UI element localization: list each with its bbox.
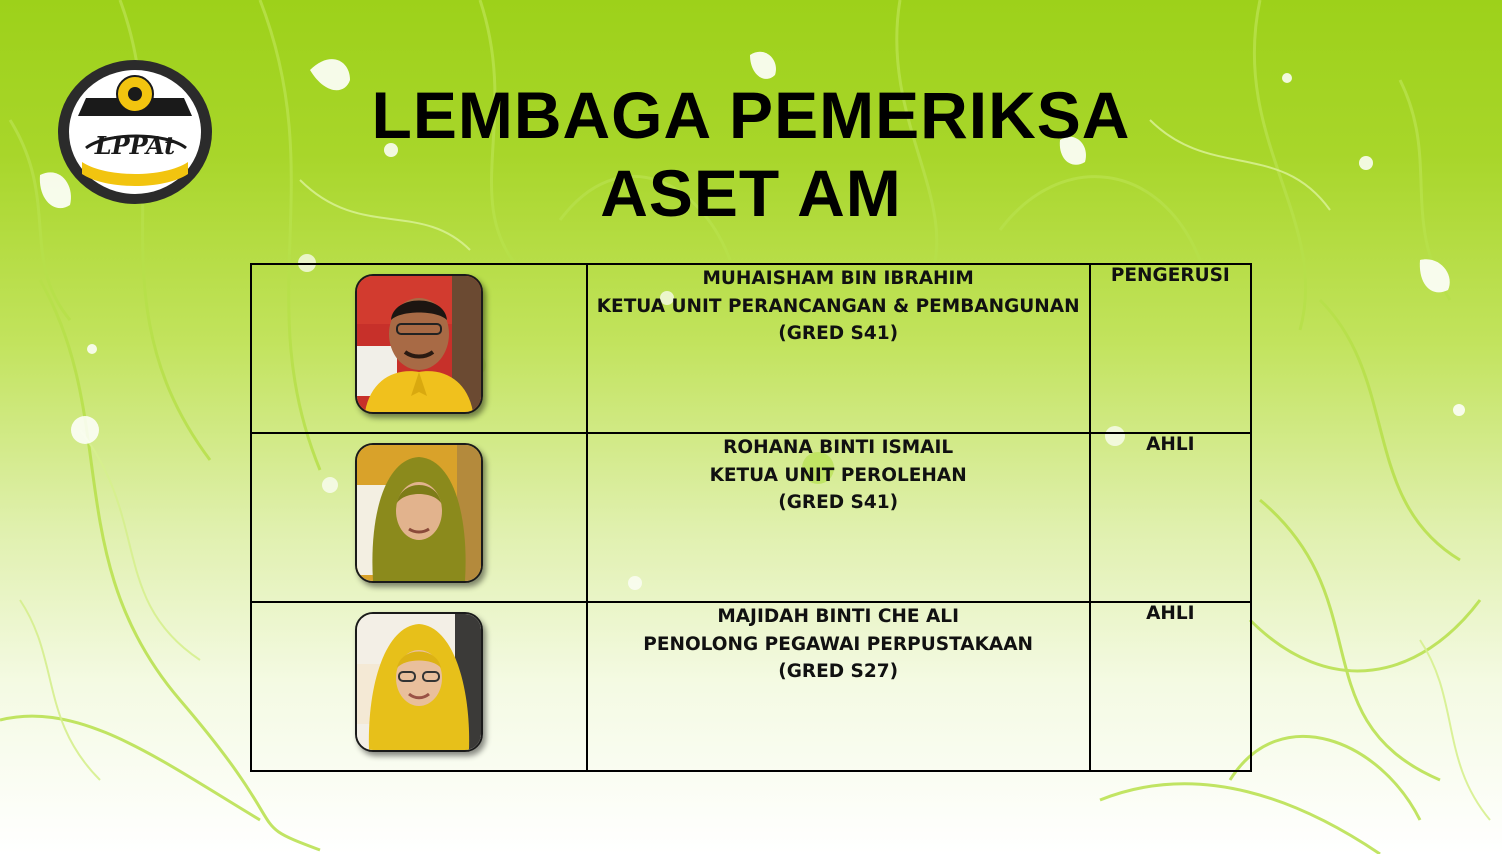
woman-portrait-photo bbox=[355, 443, 483, 583]
member-grade: (GRED S27) bbox=[778, 661, 899, 682]
title-line-1: LEMBAGA PEMERIKSA bbox=[371, 78, 1131, 152]
logo-text: LPPAt bbox=[94, 131, 176, 160]
member-position: PENOLONG PEGAWAI PERPUSTAKAAN bbox=[643, 633, 1034, 655]
member-position: KETUA UNIT PERANCANGAN & PEMBANGUNAN bbox=[596, 295, 1080, 317]
member-grade: (GRED S41) bbox=[778, 323, 899, 344]
woman-portrait-photo bbox=[355, 612, 483, 752]
member-info-cell bbox=[587, 264, 1090, 433]
member-name: ROHANA BINTI ISMAIL bbox=[723, 437, 954, 458]
table-row bbox=[251, 433, 1251, 602]
man-portrait-photo bbox=[355, 274, 483, 414]
member-role: AHLI bbox=[1090, 602, 1251, 771]
photo-cell bbox=[251, 264, 587, 433]
member-info-cell bbox=[587, 433, 1090, 602]
member-role: PENGERUSI bbox=[1090, 264, 1251, 433]
member-name: MAJIDAH BINTI CHE ALI bbox=[717, 606, 959, 627]
member-role: AHLI bbox=[1090, 433, 1251, 602]
member-grade: (GRED S41) bbox=[778, 492, 899, 513]
photo-cell bbox=[251, 433, 587, 602]
title-line-2: ASET AM bbox=[600, 156, 902, 230]
member-info-cell bbox=[587, 602, 1090, 771]
table-row bbox=[251, 602, 1251, 771]
table-row bbox=[251, 264, 1251, 433]
member-table bbox=[250, 263, 1252, 772]
page-title bbox=[0, 76, 1502, 232]
photo-cell bbox=[251, 602, 587, 771]
member-name: MUHAISHAM BIN IBRAHIM bbox=[702, 268, 974, 289]
member-position: KETUA UNIT PEROLEHAN bbox=[709, 464, 967, 486]
